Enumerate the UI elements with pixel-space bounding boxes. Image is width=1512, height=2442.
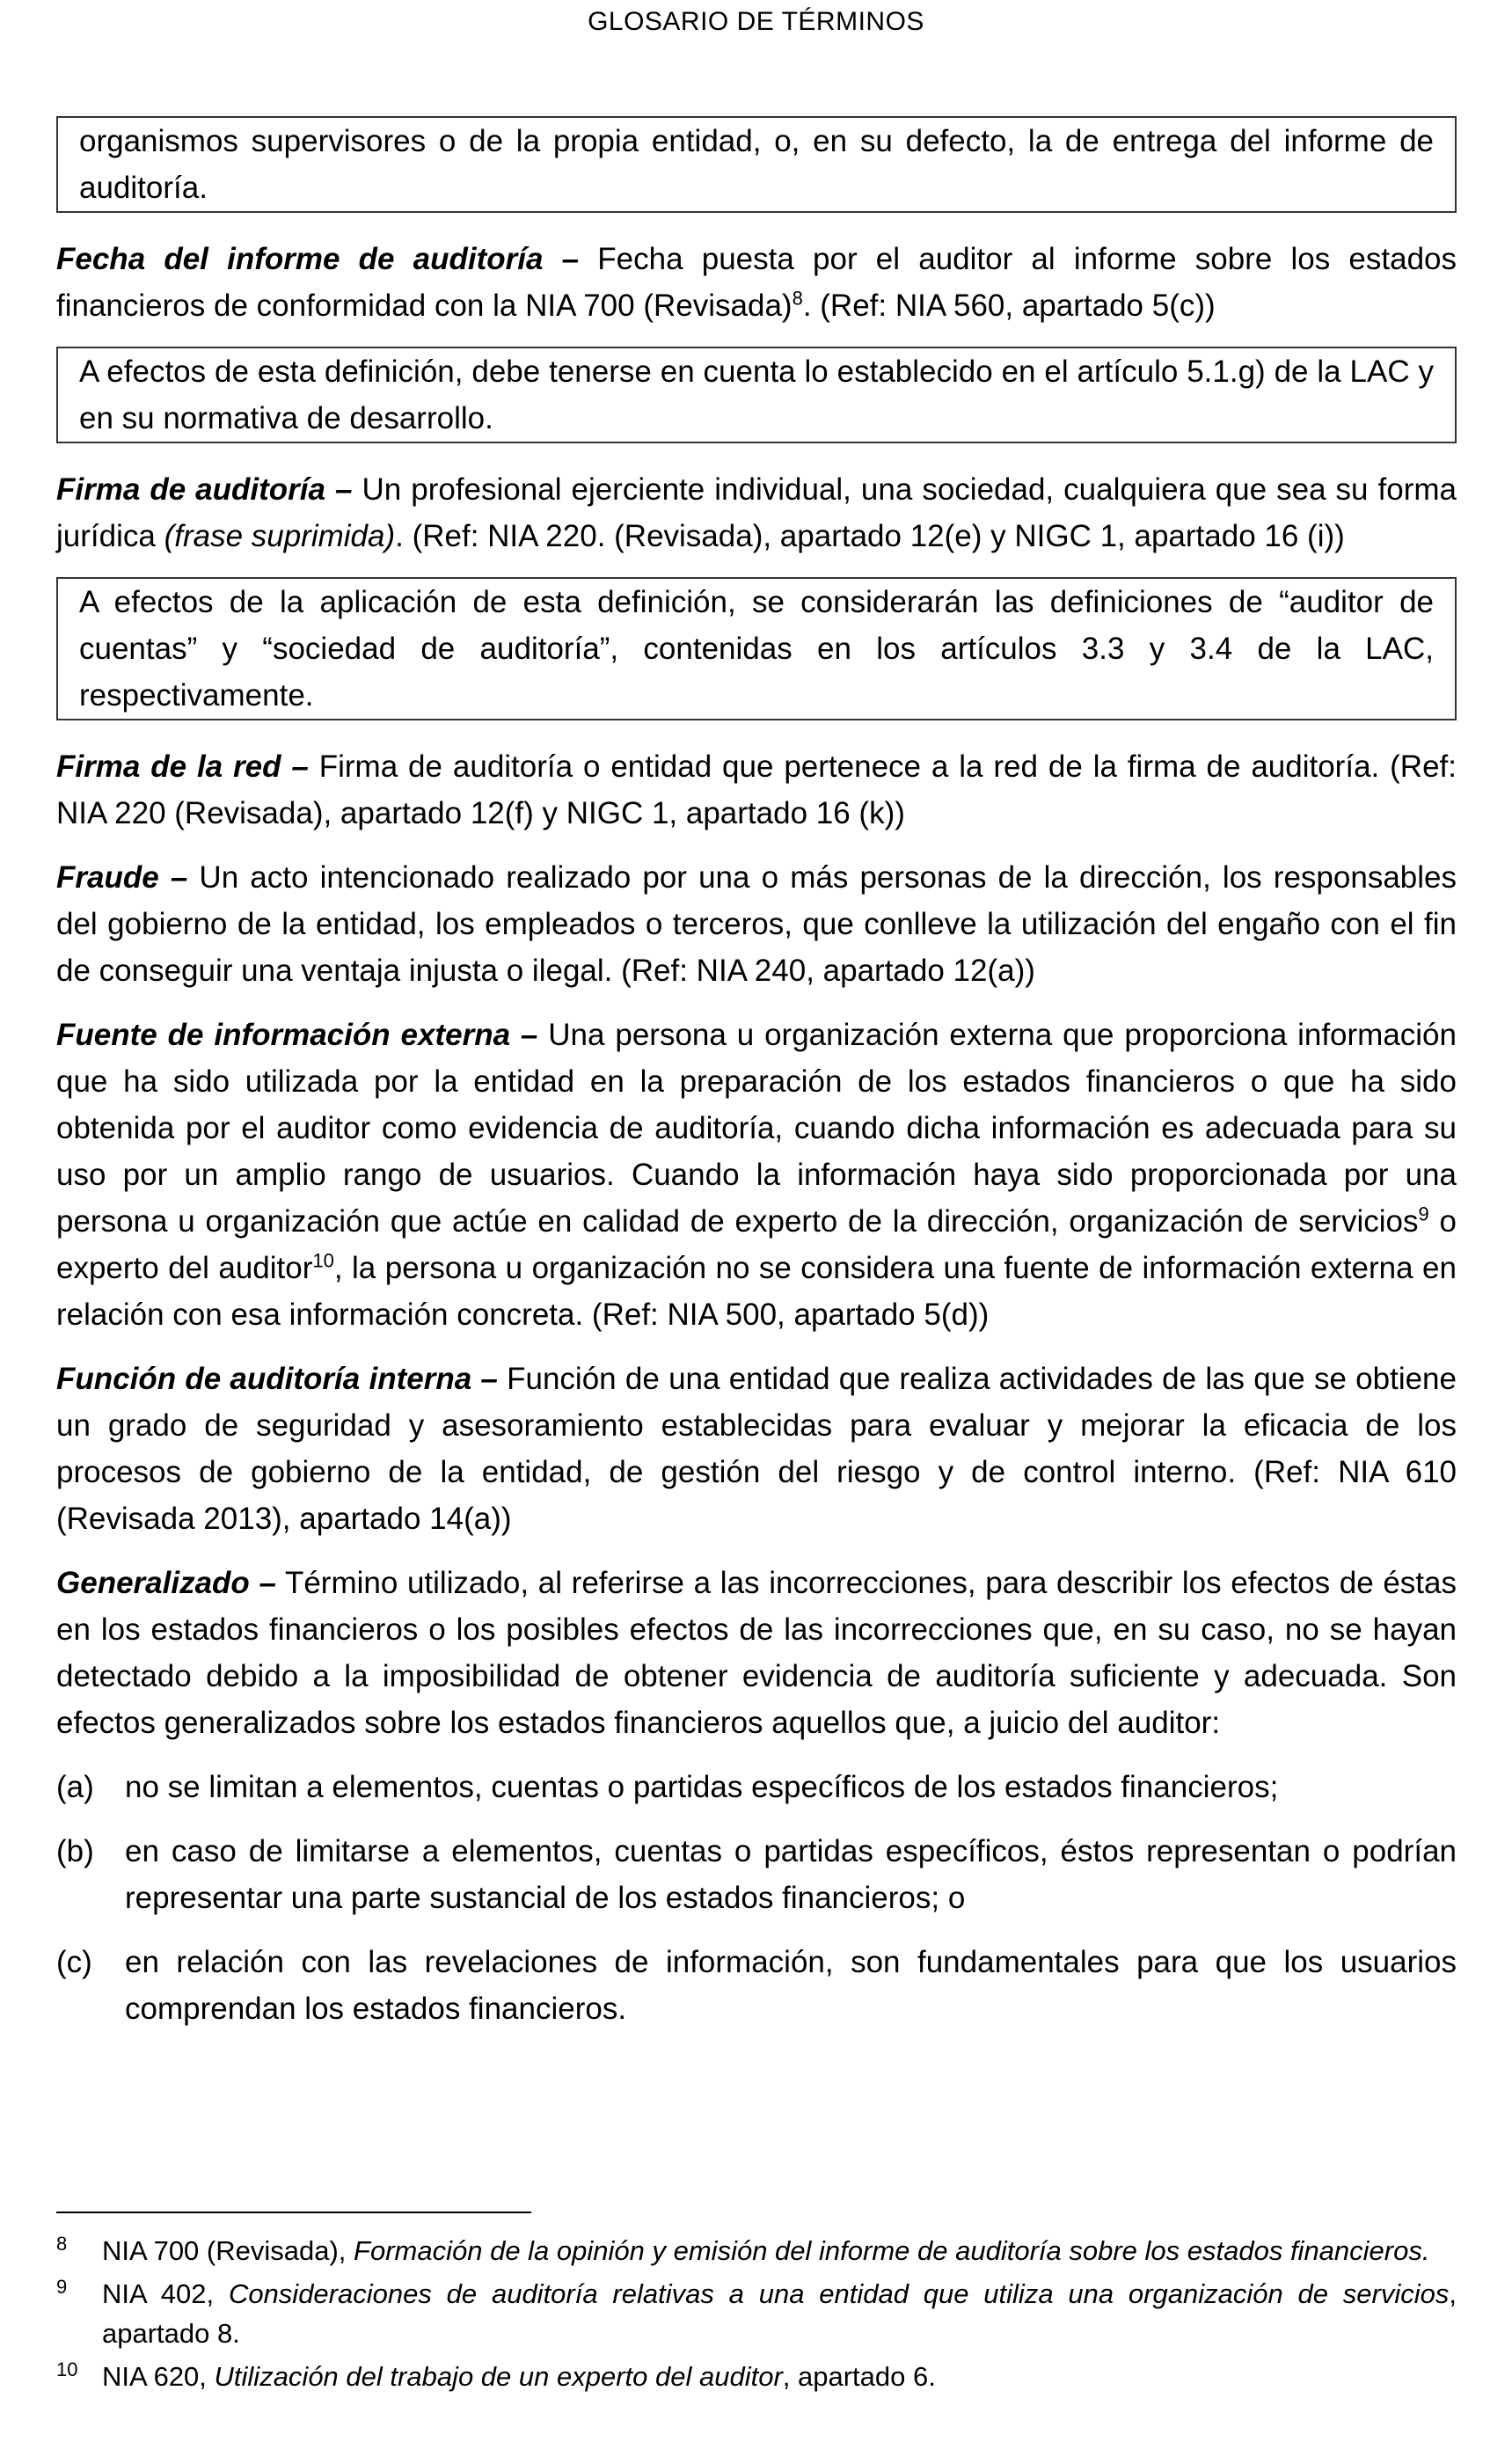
italic-note: (frase suprimida) bbox=[164, 519, 396, 553]
footnote-post: , apartado 6. bbox=[782, 2361, 936, 2392]
term-fraude: Fraude – bbox=[56, 860, 188, 895]
definition-text: o experto del auditor bbox=[56, 1204, 1457, 1285]
entry-generalizado bbox=[56, 1560, 1457, 1746]
entry-fraude bbox=[56, 854, 1457, 994]
footnote-pre: NIA 700 (Revisada), bbox=[102, 2235, 354, 2266]
note-text: A efectos de la aplicación de esta definición, se considerarán las definiciones de “auditor de cuentas” y “sociedad de auditoría”, contenidas en los artículos 3.3 y 3.4 de la LAC, respectivamente. bbox=[79, 585, 1434, 713]
footnote-post: , apartado 8. bbox=[102, 2278, 1457, 2349]
footnote-number: 9 bbox=[56, 2276, 68, 2298]
footnote-8 bbox=[56, 2231, 1457, 2270]
footnote-title: Utilización del trabajo de un experto del auditor bbox=[214, 2361, 783, 2392]
definition-text: Firma de auditoría o entidad que pertenece a la red de la firma de auditoría. (Ref: NIA 220 (Revisada), apartado 12(f) y NIGC 1, apartado 16 (k)) bbox=[56, 749, 1457, 830]
definition-text: Una persona u organización externa que proporciona información que ha sido utilizada por la entidad en la preparación de los estados financieros o que ha sido obtenida por el auditor como evidencia de auditoría, cuando dicha información es adecuada para su uso por un amplio rango de usuarios. Cuando la información haya sido proporcionada por una persona u organización que actúe en calidad de experto de la dirección, organización de servicios bbox=[56, 1018, 1457, 1239]
list-item bbox=[56, 1764, 1457, 1810]
entry-funcion-interna bbox=[56, 1356, 1457, 1542]
footnote-pre: NIA 402, bbox=[102, 2278, 229, 2309]
footnote-ref-8[interactable]: 8 bbox=[792, 287, 803, 310]
page-header: GLOSARIO DE TÉRMINOS bbox=[588, 7, 924, 36]
reference-text: . (Ref: NIA 560, apartado 5(c)) bbox=[802, 289, 1216, 323]
reference-text: . (Ref: NIA 220. (Revisada), apartado 12(e) y NIGC 1, apartado 16 (i)) bbox=[395, 519, 1345, 553]
definition-text: Término utilizado, al referirse a las incorrecciones, para describir los efectos de éstas en los estados financieros o los posibles efectos de las incorrecciones que, en su caso, no se hayan detectado debido a la imposibilidad de obtener evidencia de auditoría suficiente y adecuada. Son efectos generalizados sobre los estados financieros aquellos que, a juicio del auditor: bbox=[56, 1566, 1457, 1740]
note-text: A efectos de esta definición, debe tenerse en cuenta lo establecido en el artículo 5.1.g) de la LAC y en su normativa de desarrollo. bbox=[79, 355, 1434, 435]
footnote-text bbox=[102, 2231, 1457, 2270]
note-box-firma-auditoria bbox=[56, 577, 1457, 720]
definition-text: , la persona u organización no se considera una fuente de información externa en relación con esa información concreta. (Ref: NIA 500, apartado 5(d)) bbox=[56, 1251, 1457, 1332]
entry-fecha-informe bbox=[56, 236, 1457, 329]
term-fecha-informe: Fecha del informe de auditoría – bbox=[56, 242, 580, 276]
footnote-separator bbox=[56, 2212, 531, 2213]
entry-fuente-externa bbox=[56, 1012, 1457, 1338]
continuation-text: organismos supervisores o de la propia entidad, o, en su defecto, la de entrega del informe de auditoría. bbox=[79, 124, 1434, 205]
note-box-fecha-informe bbox=[56, 347, 1457, 443]
definition-text: Un acto intencionado realizado por una o más personas de la dirección, los responsables del gobierno de la entidad, los empleados o terceros, que conlleve la utilización del engaño con el fin de conseguir una ventaja injusta o ilegal. (Ref: NIA 240, apartado 12(a)) bbox=[56, 860, 1457, 988]
list-label: (a) bbox=[56, 1770, 94, 1804]
footnote-ref-10[interactable]: 10 bbox=[312, 1249, 334, 1272]
footnote-number: 10 bbox=[56, 2358, 78, 2380]
generalizado-list bbox=[56, 1764, 1457, 2032]
list-text: en relación con las revelaciones de información, son fundamentales para que los usuarios comprendan los estados financieros. bbox=[125, 1945, 1457, 2026]
footnote-pre: NIA 620, bbox=[102, 2361, 215, 2392]
list-text: no se limitan a elementos, cuentas o partidas específicos de los estados financieros; bbox=[125, 1770, 1279, 1804]
term-funcion-interna: Función de auditoría interna – bbox=[56, 1362, 498, 1396]
footnote-number: 8 bbox=[56, 2233, 68, 2255]
continuation-box bbox=[56, 116, 1457, 213]
footnote-title: Formación de la opinión y emisión del informe de auditoría sobre los estados financieros. bbox=[354, 2235, 1430, 2266]
term-generalizado: Generalizado – bbox=[56, 1566, 276, 1600]
footnote-ref-9[interactable]: 9 bbox=[1418, 1203, 1429, 1225]
definition-text: Un profesional ejerciente individual, una sociedad, cualquiera que sea su forma jurídica bbox=[56, 472, 1457, 553]
list-item bbox=[56, 1828, 1457, 1921]
entry-firma-red bbox=[56, 743, 1457, 837]
term-fuente-externa: Fuente de información externa – bbox=[56, 1018, 538, 1052]
footnote-text bbox=[102, 2357, 1457, 2396]
footnote-text bbox=[102, 2274, 1457, 2353]
term-firma-auditoria: Firma de auditoría – bbox=[56, 472, 353, 507]
glossary-content bbox=[56, 116, 1457, 2050]
list-text: en caso de limitarse a elementos, cuentas o partidas específicos, éstos representan o podrían representar una parte sustancial de los estados financieros; o bbox=[125, 1834, 1457, 1915]
footnote-9 bbox=[56, 2274, 1457, 2353]
list-item bbox=[56, 1939, 1457, 2032]
term-firma-red: Firma de la red – bbox=[56, 749, 309, 784]
footnote-title: Consideraciones de auditoría relativas a una entidad que utiliza una organización de servicios bbox=[228, 2278, 1450, 2309]
entry-firma-auditoria bbox=[56, 466, 1457, 559]
footnote-10 bbox=[56, 2357, 1457, 2396]
definition-text: Fecha puesta por el auditor al informe sobre los estados financieros de conformidad con la NIA 700 (Revisada) bbox=[56, 242, 1457, 323]
footnotes bbox=[56, 2231, 1457, 2400]
definition-text: Función de una entidad que realiza actividades de las que se obtiene un grado de seguridad y asesoramiento establecidas para evaluar y mejorar la eficacia de los procesos de gobierno de la entidad, de gestión del riesgo y de control interno. (Ref: NIA 610 (Revisada 2013), apartado 14(a)) bbox=[56, 1362, 1457, 1536]
list-label: (b) bbox=[56, 1834, 94, 1868]
list-label: (c) bbox=[56, 1945, 92, 1979]
